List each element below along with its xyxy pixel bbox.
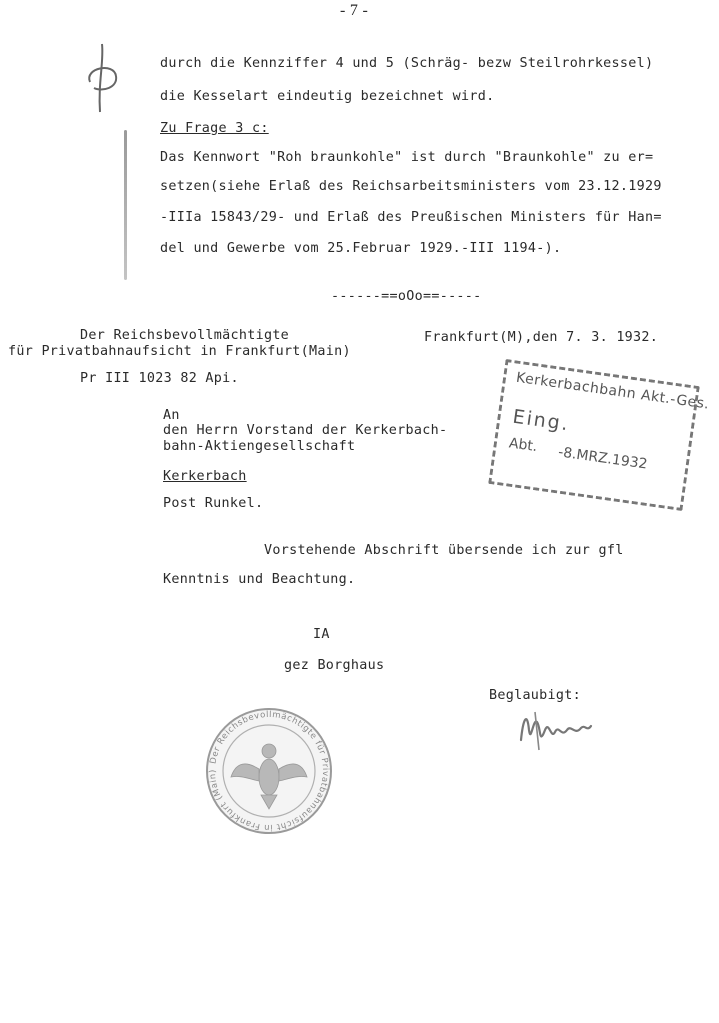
- message-line: Vorstehende Abschrift übersende ich zur gfl: [264, 543, 624, 558]
- place-date: Frankfurt(M),den 7. 3. 1932.: [424, 330, 659, 345]
- section-heading: Zu Frage 3 c:: [160, 121, 269, 136]
- body-line: durch die Kennziffer 4 und 5 (Schräg- bezw Steilrohrkessel): [160, 56, 654, 71]
- certified-label: Beglaubigt:: [489, 688, 581, 703]
- reference-number: Pr III 1023 82 Api.: [80, 371, 239, 386]
- body-line: Das Kennwort "Roh braunkohle" ist durch "Braunkohle" zu er=: [160, 150, 654, 165]
- signed-by: gez Borghaus: [284, 658, 385, 673]
- sender-line: Der Reichsbevollmächtigte: [80, 328, 290, 343]
- handwritten-signature: [515, 700, 595, 760]
- office-code: IA: [313, 627, 330, 642]
- sender-line: für Privatbahnaufsicht in Frankfurt(Main): [8, 344, 351, 359]
- message-line: Kenntnis und Beachtung.: [163, 572, 356, 587]
- receipt-stamp: [488, 359, 711, 511]
- body-line: setzen(siehe Erlaß des Reichsarbeitsministers vom 23.12.1929: [160, 179, 662, 194]
- official-seal: [203, 705, 335, 837]
- body-line: die Kesselart eindeutig bezeichnet wird.: [160, 89, 495, 104]
- address-line: Kerkerbach: [163, 469, 247, 484]
- stamp-department: Abt.: [507, 435, 539, 456]
- stamp-company: Kerkerbachbahn Akt.-Ges.: [515, 369, 711, 413]
- page-number: - 7 -: [340, 2, 369, 19]
- address-line: Post Runkel.: [163, 496, 264, 511]
- divider: ------==oOo==-----: [331, 289, 482, 304]
- body-line: del und Gewerbe vom 25.Februar 1929.-III 1194-).: [160, 241, 562, 256]
- body-line: -IIIa 15843/29- und Erlaß des Preußischen Ministers für Han=: [160, 210, 662, 225]
- seal-text: Der Reichsbevollmächtigte für Privatbahnaufsicht in Frankfurt (Main): [207, 709, 331, 833]
- margin-pencil-mark: [84, 42, 124, 114]
- address-line: An: [163, 408, 180, 423]
- stamp-received: Eing.: [511, 405, 572, 436]
- stamp-date: -8.MRZ.1932: [557, 444, 649, 473]
- margin-line: [124, 130, 127, 280]
- address-line: bahn-Aktiengesellschaft: [163, 439, 356, 454]
- address-line: den Herrn Vorstand der Kerkerbach-: [163, 423, 448, 438]
